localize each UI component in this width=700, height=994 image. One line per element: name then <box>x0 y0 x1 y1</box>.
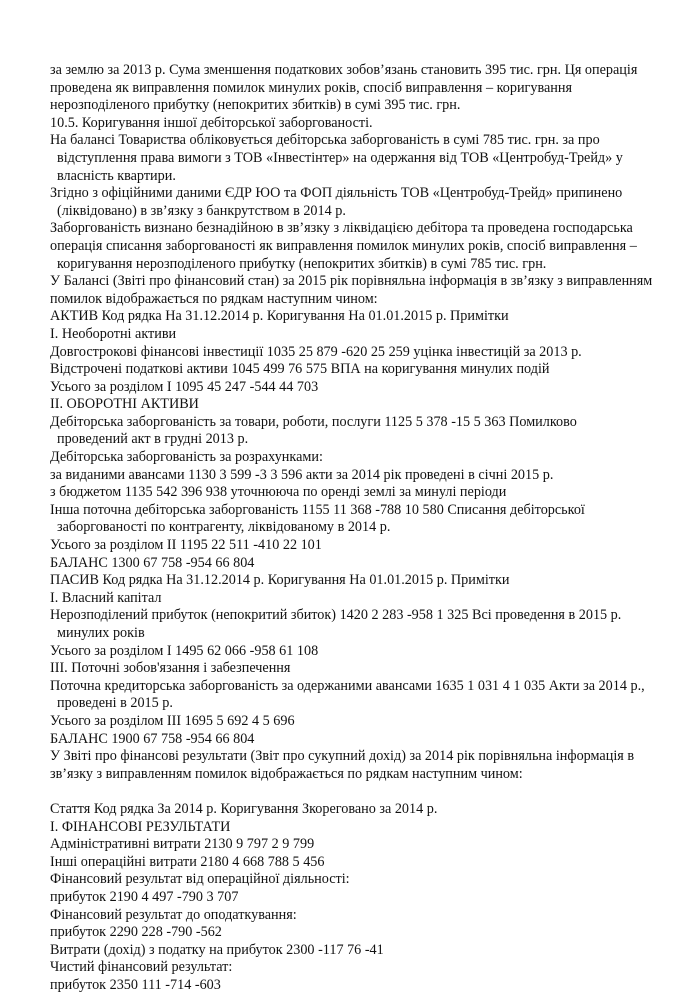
table-header-results: Стаття Код рядка За 2014 р. Коригування Зкореговано за 2014 р. <box>50 800 438 817</box>
table-row: Усього за розділом ІІІ 1695 5 692 4 5 696 <box>50 712 295 729</box>
table-row: Адміністративні витрати 2130 9 797 2 9 799 <box>50 836 315 853</box>
text-line: На балансі Товариства обліковується дебіторська заборгованість в сумі 785 тис. грн. за про <box>50 132 600 149</box>
table-row: Фінансовий результат до оподаткування: <box>50 906 297 923</box>
text-line: нерозподіленого прибутку (непокритих збитків) в сумі 395 тис. грн. <box>50 97 461 114</box>
table-section: І. Власний капітал <box>50 589 162 606</box>
table-row: Дебіторська заборгованість за товари, роботи, послуги 1125 5 378 -15 5 363 Помилково <box>50 413 577 430</box>
text-line: У Звіті про фінансові результати (Звіт про сукупний дохід) за 2014 рік порівняльна інформація в <box>50 748 635 765</box>
table-row: Фінансовий результат від операційної діяльності: <box>50 871 350 888</box>
table-row: прибуток 2290 228 -790 -562 <box>50 924 222 941</box>
table-row: БАЛАНС 1300 67 758 -954 66 804 <box>50 554 255 571</box>
text-line: (ліквідовано) в зв’язку з банкрутством в 2014 р. <box>57 202 346 219</box>
table-row-continuation: заборгованості по контрагенту, ліквідованому в 2014 р. <box>57 519 391 536</box>
table-row-continuation: проведені в 2015 р. <box>57 695 173 712</box>
text-line: помилок відображається по рядкам наступним чином: <box>50 290 378 307</box>
table-row: прибуток 2190 4 497 -790 3 707 <box>50 888 239 905</box>
table-row: Відстрочені податкові активи 1045 499 76 575 ВПА на коригування минулих подій <box>50 361 550 378</box>
table-row: за виданими авансами 1130 3 599 -3 3 596 акти за 2014 рік проведені в січні 2015 р. <box>50 466 554 483</box>
table-header-assets: АКТИВ Код рядка На 31.12.2014 р. Коригування На 01.01.2015 р. Примітки <box>50 308 509 325</box>
table-section: І. Необоротні активи <box>50 325 177 342</box>
table-row: Інші операційні витрати 2180 4 668 788 5 456 <box>50 853 325 870</box>
table-row: Нерозподілений прибуток (непокритий збиток) 1420 2 283 -958 1 325 Всі проведення в 2015 р. <box>50 607 622 624</box>
blank-line <box>50 783 680 801</box>
text-line: відступлення права вимоги з ТОВ «Інвестінтер» на одержання від ТОВ «Центробуд-Трейд» у <box>57 149 623 166</box>
text-line: У Балансі (Звіті про фінансовий стан) за 2015 рік порівняльна інформація в зв’язку з виправленням <box>50 273 653 290</box>
table-row-continuation: минулих років <box>57 625 145 641</box>
table-row: прибуток 2350 111 -714 -603 <box>50 976 221 993</box>
table-row: з бюджетом 1135 542 396 938 уточнююча по оренді землі за минулі періоди <box>50 484 507 501</box>
table-row: Усього за розділом ІІ 1195 22 511 -410 22 101 <box>50 537 322 554</box>
table-row: Інша поточна дебіторська заборгованість 1155 11 368 -788 10 580 Списання дебіторської <box>50 501 585 518</box>
table-section: ІІ. ОБОРОТНІ АКТИВИ <box>50 396 199 413</box>
document-body <box>50 62 680 994</box>
section-heading: 10.5. Коригування іншої дебіторської заборгованості. <box>50 114 373 131</box>
text-line: операція списання заборгованості як виправлення помилок минулих років, спосіб виправлення – <box>50 237 637 254</box>
table-row: Поточна кредиторська заборгованість за одержаними авансами 1635 1 031 4 1 035 Акти за 2014 р., <box>50 677 645 694</box>
text-line: коригування нерозподіленого прибутку (непокритих збитків) в сумі 785 тис. грн. <box>57 255 547 272</box>
text-line: зв’язку з виправленням помилок відображається по рядкам наступним чином: <box>50 765 523 782</box>
table-row: Усього за розділом І 1095 45 247 -544 44 703 <box>50 378 319 395</box>
text-line: за землю за 2013 р. Сума зменшення податкових зобов’язань становить 395 тис. грн. Ця операція <box>50 62 638 78</box>
table-section: І. ФІНАНСОВІ РЕЗУЛЬТАТИ <box>50 818 231 835</box>
table-header-liabilities: ПАСИВ Код рядка На 31.12.2014 р. Коригування На 01.01.2015 р. Примітки <box>50 572 510 589</box>
text-line: Згідно з офіційними даними ЄДР ЮО та ФОП діяльність ТОВ «Центробуд-Трейд» припинено <box>50 185 623 202</box>
table-row: Довгострокові фінансові інвестиції 1035 25 879 -620 25 259 уцінка інвестицій за 2013 р. <box>50 343 582 360</box>
text-line: проведена як виправлення помилок минулих років, спосіб виправлення – коригування <box>50 79 572 96</box>
text-line: власність квартири. <box>57 167 176 184</box>
table-section: ІІІ. Поточні зобов'язання і забезпечення <box>50 660 291 677</box>
text-line: Заборгованість визнано безнадійною в зв’язку з ліквідацією дебітора та проведена господарська <box>50 220 633 237</box>
table-row: Витрати (дохід) з податку на прибуток 2300 -117 76 -41 <box>50 941 384 958</box>
table-row-continuation: проведений акт в грудні 2013 р. <box>57 431 249 448</box>
table-row: Чистий фінансовий результат: <box>50 959 233 976</box>
table-row: БАЛАНС 1900 67 758 -954 66 804 <box>50 730 255 747</box>
table-row: Дебіторська заборгованість за розрахунками: <box>50 449 323 466</box>
table-row: Усього за розділом І 1495 62 066 -958 61 108 <box>50 642 319 659</box>
